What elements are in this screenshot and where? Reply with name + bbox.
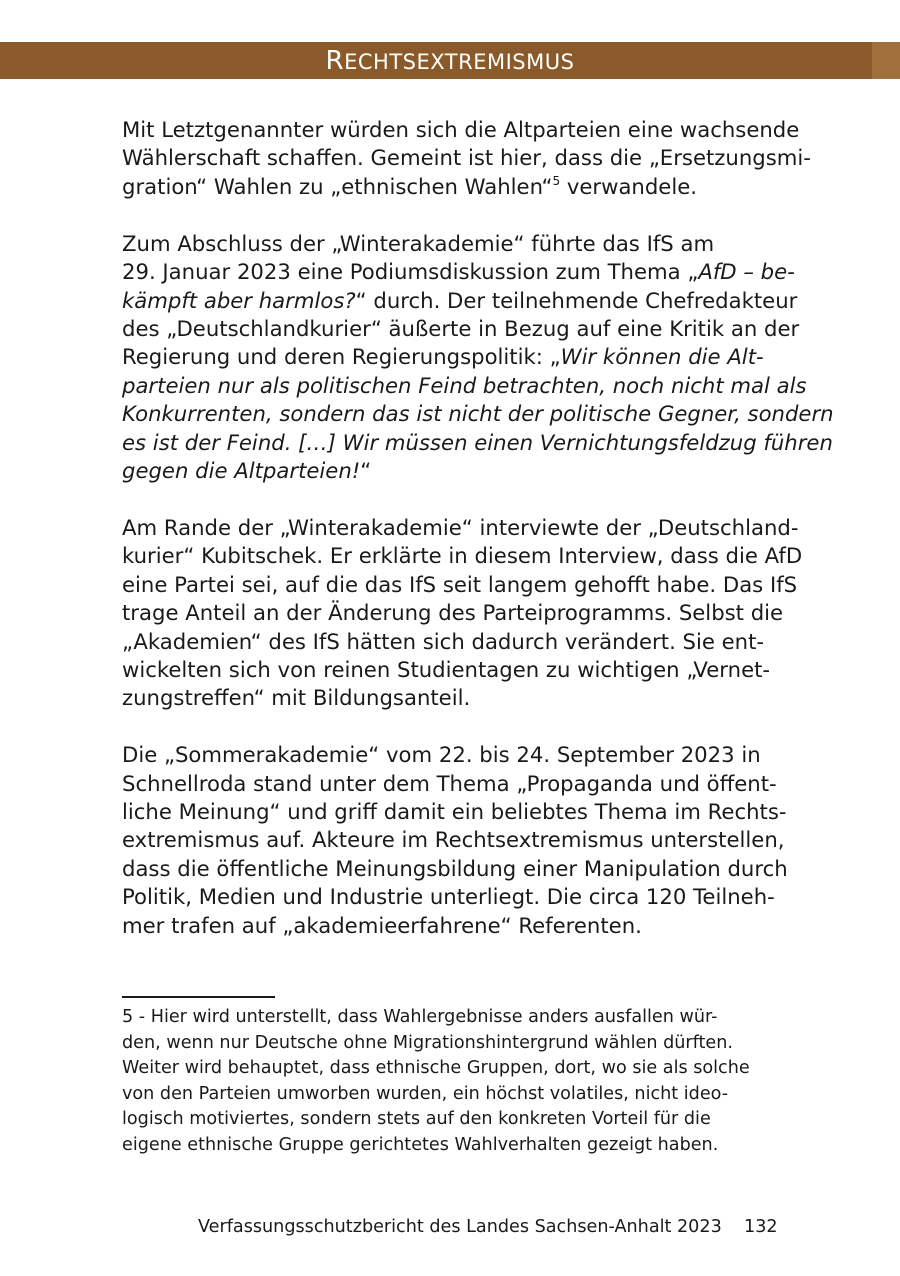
text-line: [122, 287, 798, 315]
text-segment: “: [360, 457, 372, 483]
text-line: mer trafen auf „akademieerfahrene“ Referenten.: [122, 912, 642, 938]
footnote-line: den, wenn nur Deutsche ohne Migrationshintergrund wählen dürften.: [122, 1032, 733, 1053]
footnote-divider: [122, 996, 275, 998]
quote: gegen die Altparteien!: [122, 457, 361, 483]
text-line: [122, 258, 795, 286]
text-line: zungstreffen“ mit Bildungsanteil.: [122, 685, 471, 711]
footnote-line: logisch motiviertes, sondern stets auf den konkreten Vorteil für die: [122, 1109, 711, 1129]
text-line: wickelten sich von reinen Studientagen zu wichtigen „Vernet-: [122, 656, 771, 682]
section-title-initial: R: [325, 46, 345, 76]
text-line: liche Meinung“ und griff damit ein beliebtes Thema im Rechts-: [122, 799, 787, 825]
main-text: [122, 116, 834, 969]
text-line: Mit Letztgenannter würden sich die Altparteien eine wachsende: [122, 117, 800, 142]
paragraph-2: [122, 230, 834, 486]
text-segment: gration“ Wahlen zu „ethnischen Wahlen“: [122, 173, 553, 199]
text-segment: 29. Januar 2023 eine Podiumsdiskussion zum Thema „: [122, 259, 699, 285]
quote-line: parteien nur als politischen Feind betrachten, noch nicht mal als: [122, 372, 807, 398]
text-segment: Regierung und deren Regierungspolitik: „: [122, 344, 561, 370]
text-line: extremismus auf. Akteure im Rechtsextremismus unterstellen,: [122, 827, 785, 853]
quote-line: es ist der Feind. […] Wir müssen einen Vernichtungsfeldzug führen: [122, 429, 833, 455]
text-line: des „Deutschlandkurier“ äußerte in Bezug auf eine Kritik an der: [122, 315, 800, 341]
paragraph-1: [122, 116, 811, 201]
footnote-line: 5 - Hier wird unterstellt, dass Wahlergebnisse anders ausfallen wür-: [122, 1007, 718, 1027]
text-line: Zum Abschluss der „Winterakademie“ führte das IfS am: [122, 230, 715, 256]
quote-title: AfD – be-: [698, 259, 795, 285]
footnote-marker: 5: [552, 173, 561, 188]
section-title-rest: ECHTSEXTREMISMUS: [344, 50, 575, 74]
quote-line: Konkurrenten, sondern das ist nicht der politische Gegner, sondern: [122, 401, 834, 427]
text-line: [122, 343, 782, 371]
text-line: Politik, Medien und Industrie unterliegt. Die circa 120 Teilneh-: [122, 884, 775, 910]
page-number: 132: [744, 1217, 778, 1237]
paragraph-4: [122, 741, 788, 940]
footnote-line: Weiter wird behauptet, dass ethnische Gruppen, dort, wo sie als solche: [122, 1058, 750, 1078]
quote-title: kämpft aber harmlos?: [122, 287, 356, 313]
text-line: [122, 173, 782, 201]
section-title: [0, 44, 900, 79]
text-line: Die „Sommerakademie“ vom 22. bis 24. September 2023 in: [122, 742, 761, 768]
text-line: Wählerschaft schaffen. Gemeint ist hier, dass die „Ersetzungsmi-: [122, 145, 811, 171]
text-line: eine Partei sei, auf die das IfS seit langem gehofft habe. Das IfS: [122, 571, 798, 597]
text-line: Am Rande der „Winterakademie“ interviewte der „Deutschland-: [122, 514, 799, 540]
footer-publication: Verfassungsschutzbericht des Landes Sachsen-Anhalt 2023: [198, 1217, 722, 1237]
footnote-line: eigene ethnische Gruppe gerichtetes Wahlverhalten gezeigt haben.: [122, 1134, 719, 1155]
text-line: kurier“ Kubitschek. Er erklärte in diesem Interview, dass die AfD: [122, 543, 803, 569]
text-line: Schnellroda stand unter dem Thema „Propaganda und öffent-: [122, 770, 777, 796]
text-segment: verwandele.: [560, 173, 697, 199]
text-line: trage Anteil an der Änderung des Parteiprogramms. Selbst die: [122, 600, 784, 626]
text-segment: “ durch. Der teilnehmende Chefredakteur: [355, 287, 798, 313]
text-line: dass die öffentliche Meinungsbildung einer Manipulation durch: [122, 855, 788, 881]
footnote-line: von den Parteien umworben wurden, ein höchst volatiles, nicht ideo-: [122, 1083, 729, 1104]
quote: Wir können die Alt-: [560, 344, 764, 370]
paragraph-3: [122, 514, 803, 713]
footnote: [122, 1005, 782, 1158]
text-line: „Akademien“ des IfS hätten sich dadurch verändert. Sie ent-: [122, 628, 765, 654]
text-line: [122, 457, 782, 485]
